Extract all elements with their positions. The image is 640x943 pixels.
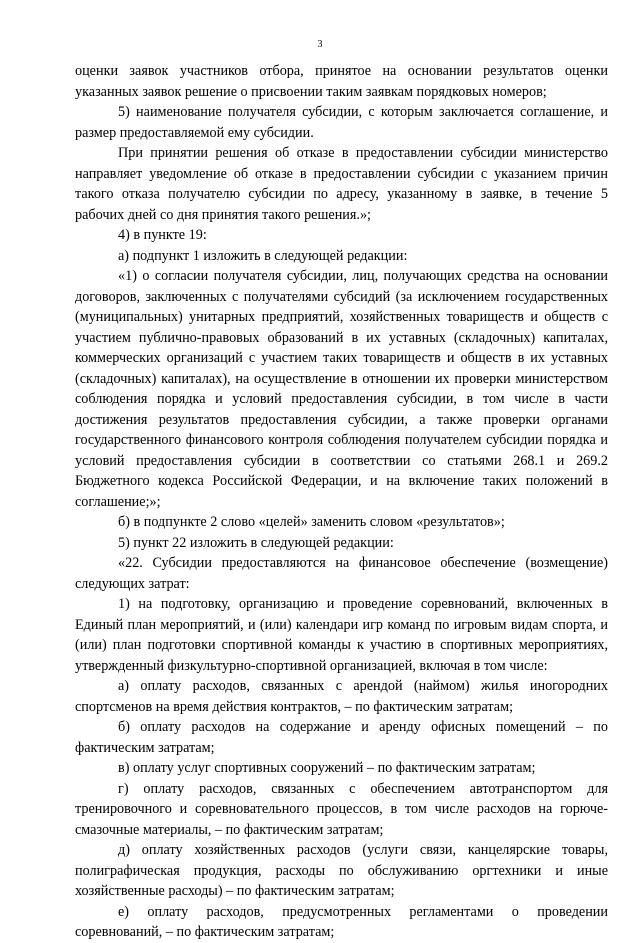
paragraph: б) оплату расходов на содержание и аренду офисных помещений – по фактическим затратам;: [75, 719, 608, 756]
paragraph: 4) в пункте 19:: [118, 227, 207, 243]
paragraph: «22. Субсидии предоставляются на финансовое обеспечение (возмещение) следующих затрат:: [75, 555, 608, 592]
paragraph: б) в подпункте 2 слово «целей» заменить словом «результатов»;: [118, 514, 505, 530]
paragraph: 5) пункт 22 изложить в следующей редакции:: [118, 534, 394, 551]
paragraph: «1) о согласии получателя субсидии, лиц, получающих средства на основании договоров, заключенных с получателями субсидий (за исключением государственных (муниципальных) унитарных предприятий, хозяйственных товариществ и обществ с участием публично-правовых образований в их уставных (складочных) капиталах, коммерческих организаций с участием таких товариществ и обществ в их уставных (складочных) капиталах), на осуществление в отношении их проверки министерством соблюдения порядка и условий предоставления субсидии, в том числе в части достижения результатов предоставления субсидии, а также проверки органами государственного финансового контроля соблюдения получателем субсидии порядка и условий предоставления субсидии в соответствии со статьями 268.1 и 269.2 Бюджетного кодекса Российской Федерации, и на включение таких положений в соглашение;»;: [75, 268, 608, 510]
paragraph: а) подпункт 1 изложить в следующей редакции:: [118, 247, 408, 264]
paragraph: д) оплату хозяйственных расходов (услуги связи, канцелярские товары, полиграфическая продукция, расходы по обслуживанию оргтехники и иные хозяйственные расходы) – по фактическим затратам;: [75, 842, 608, 899]
paragraph: г) оплату расходов, связанных с обеспечением автотранспортом для тренировочного и соревновательного процессов, в том числе расходов на горюче-смазочные материалы, – по фактическим затратам;: [75, 780, 608, 838]
paragraph: а) оплату расходов, связанных с арендой (наймом) жилья иногородних спортсменов на время действия контрактов, – по фактическим затратам;: [75, 678, 608, 715]
paragraph: в) оплату услуг спортивных сооружений – по фактическим затратам;: [118, 760, 536, 776]
paragraph: 5) наименование получателя субсидии, с которым заключается соглашение, и размер предоставляемой ему субсидии.: [75, 104, 608, 141]
page-number: 3: [317, 39, 323, 50]
paragraph: оценки заявок участников отбора, принятое на основании результатов оценки указанных заявок решение о присвоении таким заявкам порядковых номеров;: [75, 63, 608, 100]
paragraph: е) оплату расходов, предусмотренных регламентами о проведении соревнований, – по фактическим затратам;: [75, 903, 608, 940]
document-body: [75, 61, 608, 943]
paragraph: 1) на подготовку, организацию и проведение соревнований, включенных в Единый план мероприятий, и (или) календари игр команд по игровым видам спорта, и (или) план подготовки спортивной команды к участию в спортивных мероприятиях, утвержденный физкультурно-спортивной организацией, включая в том числе:: [75, 596, 608, 674]
paragraph: При принятии решения об отказе в предоставлении субсидии министерство направляет уведомление об отказе в предоставлении субсидии с указанием причин такого отказа получателю субсидии по адресу, указанному в заявке, в течение 5 рабочих дней со дня принятия такого решения.»;: [75, 145, 608, 223]
